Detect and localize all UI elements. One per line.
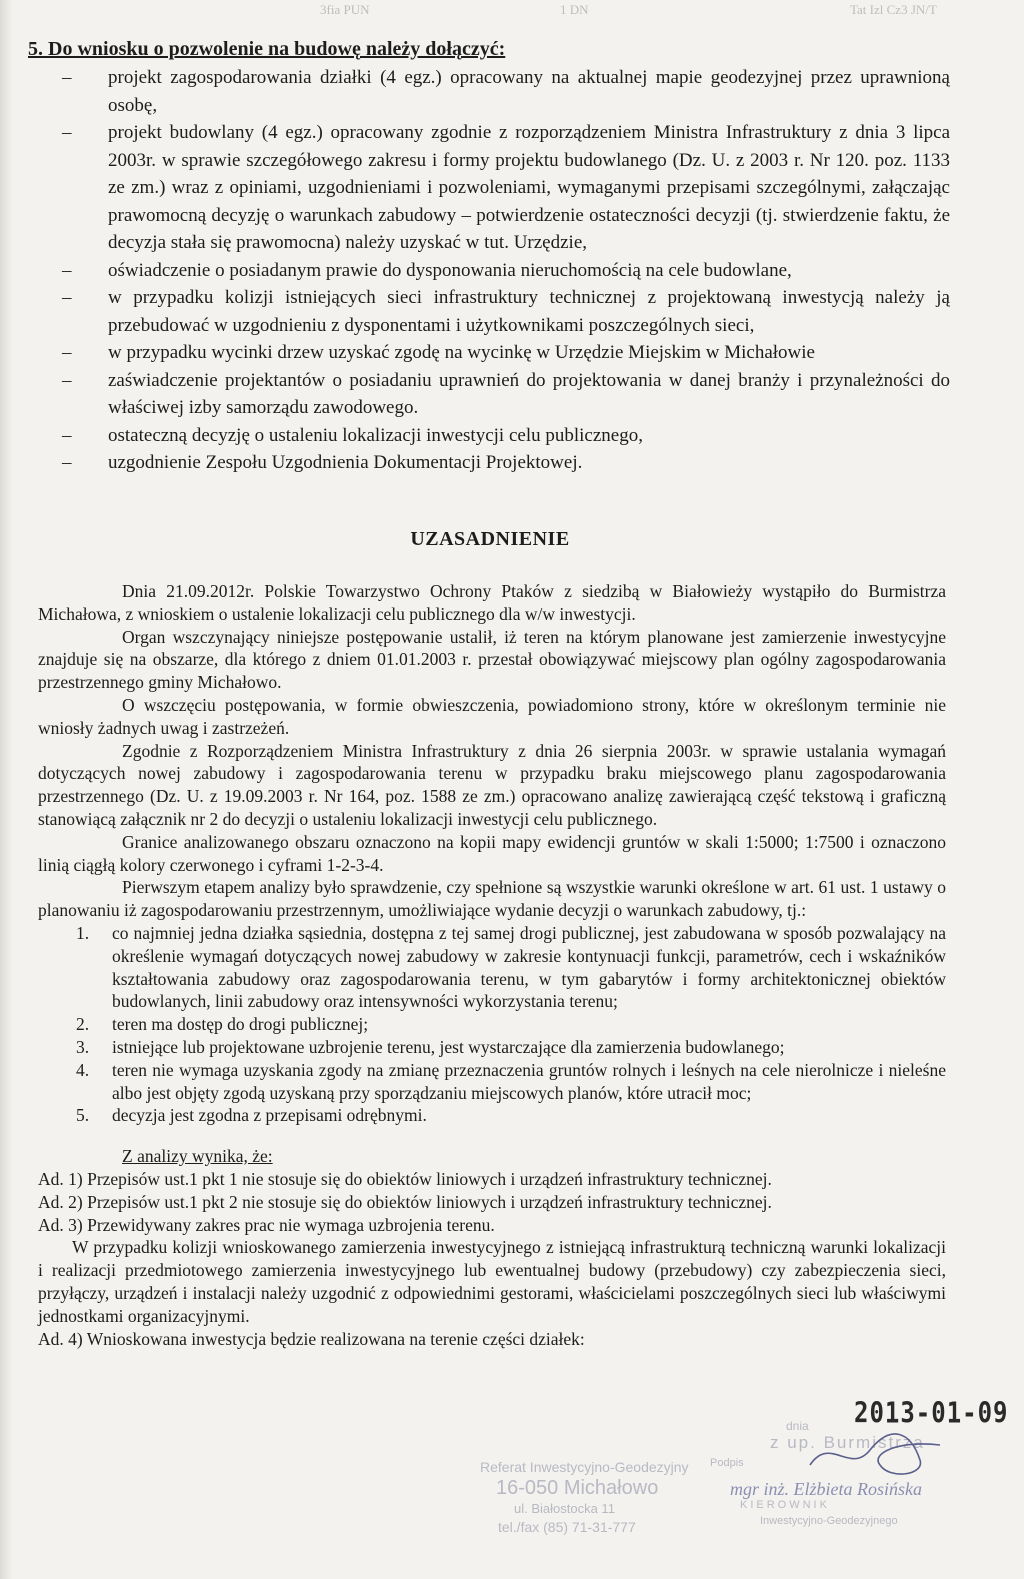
- list-item: – projekt budowlany (4 egz.) opracowany zgodnie z rozporządzeniem Ministra Infrastruktury z dnia 3 lipca 2003r. w sprawie szczegółowego zakresu i formy projektu budowlanego (Dz. U. z 2003 r. Nr 120. poz. 1133 ze zm.) wraz z opiniami, uzgodnieniami i pozwoleniami, wymaganymi przepisami szczególnymi, załączając prawomocną decyzję o warunkach zabudowy – potwierdzenie ostateczności decyzji (tj. stwierdzenie faktu, że decyzja stała się prawomocna) należy uzyskać w tut. Urzędzie,: [62, 122, 950, 253]
- collision-paragraph: W przypadku kolizji wnioskowanego zamierzenia inwestycyjnego z istniejącą infrastrukturą techniczną warunki lokalizacji i realizacji przedmiotowego zamierzenia inwestycyjnego lub ewentualnej budowy (przebudowy) czy zabezpieczenia sieci, przyłączy, urządzeń i instalacji należy uzgodnić z odpowiednimi gestorami, właścicielami poszczególnych sieci lub właściwymi jednostkami organizacyjnymi.: [38, 1237, 946, 1326]
- condition-item: 1. co najmniej jedna działka sąsiednia, dostępna z tej samej drogi publicznej, jest zabudowana w sposób pozwalający na określenie wymagań dotyczących nowej zabudowy w zakresie kontynuacji funkcji, parametrów, cech i wskaźników kształtowania zabudowy oraz zagospodarowania terenu, w tym gabarytów i formy architektonicznej obiektów budowlanych, linii zabudowy oraz intensywności wykorzystania terenu;: [76, 922, 946, 1012]
- justification-body: [38, 580, 946, 1350]
- justification-title: UZASADNIENIE: [410, 528, 570, 550]
- condition-item: 5. decyzja jest zgodna z przepisami odrębnymi.: [76, 1105, 427, 1126]
- paragraph: Pierwszym etapem analizy było sprawdzenie, czy spełnione są wszystkie warunki określone w art. 61 ust. 1 ustawy o planowaniu iż zagospodarowaniu przestrzennym, umożliwiające wydanie decyzji o warunkach zabudowy, tj.:: [38, 877, 946, 921]
- stamp-burmistrz: z up. Burmistrza: [770, 1433, 925, 1452]
- signature-stroke: [810, 1434, 940, 1474]
- analysis-heading: Z analizy wynika, że:: [122, 1146, 273, 1167]
- condition-item: 2. teren ma dostęp do drogi publicznej;: [76, 1014, 369, 1035]
- stamp-dnia: dnia: [786, 1419, 809, 1433]
- signature: [800, 1425, 960, 1485]
- section-5-heading: 5. Do wniosku o pozwolenie na budowę należy dołączyć:: [28, 38, 506, 60]
- list-item: – oświadczenie o posiadanym prawie do dysponowania nieruchomością na cele budowlane,: [62, 259, 792, 281]
- list-item: – projekt zagospodarowania działki (4 egz.) opracowany na aktualnej mapie geodezyjnej przez uprawnioną osobę,: [62, 67, 950, 116]
- office-stamp-line-4: tel./fax (85) 71-31-777: [498, 1519, 636, 1535]
- ad-2: Ad. 2) Przepisów ust.1 pkt 2 nie stosuje się do obiektów liniowych i urządzeń infrastruktury technicznej.: [38, 1191, 772, 1212]
- stamp-area: [440, 1385, 1020, 1575]
- signatory-name: mgr inż. Elżbieta Rosińska: [730, 1479, 922, 1499]
- paragraph: O wszczęciu postępowania, w formie obwieszczenia, powiadomiono strony, które w określonym terminie nie wniosły żadnych uwag i zastrzeżeń.: [38, 694, 946, 738]
- list-item: – uzgodnienie Zespołu Uzgodnienia Dokumentacji Projektowej.: [62, 452, 583, 473]
- condition-item: 3. istniejące lub projektowane uzbrojenie terenu, jest wystarczające dla zamierzenia budowlanego;: [76, 1036, 785, 1057]
- ad-3: Ad. 3) Przewidywany zakres prac nie wymaga uzbrojenia terenu.: [38, 1214, 495, 1235]
- list-item: – zaświadczenie projektantów o posiadaniu uprawnień do projektowania w danej branży i przynależności do właściwej izby samorządu zawodowego.: [62, 369, 950, 418]
- conditions-list: [38, 922, 946, 1127]
- list-item: – ostateczną decyzję o ustaleniu lokalizacji inwestycji celu publicznego,: [62, 424, 643, 446]
- paragraph: Granice analizowanego obszaru oznaczono na kopii mapy ewidencji gruntów w skali 1:5000; 1:7500 i oznaczono linią ciągłą kolory czerwonego i cyframi 1-2-3-4.: [38, 831, 946, 875]
- scan-shadow: [0, 0, 12, 1579]
- ad-1: Ad. 1) Przepisów ust.1 pkt 1 nie stosuje się do obiektów liniowych i urządzeń infrastruktury technicznej.: [38, 1168, 772, 1189]
- stamp-kierownik: KIEROWNIK: [740, 1499, 830, 1511]
- office-stamp-line-1: Referat Inwestycyjno-Geodezyjny: [480, 1459, 689, 1475]
- paragraph: Dnia 21.09.2012r. Polskie Towarzystwo Ochrony Ptaków z siedzibą w Białowieży wystąpiło do Burmistrza Michałowa, z wnioskiem o ustalenie lokalizacji celu publicznego dla w/w inwestycji.: [38, 581, 946, 624]
- attachments-list: [30, 64, 950, 477]
- list-item: – w przypadku kolizji istniejących sieci infrastruktury technicznej z projektowaną inwestycją należy ją przebudować w uzgodnieniu z dysponentami i użytkownikami poszczególnych sieci,: [62, 287, 950, 336]
- date-stamp: 2013-01-09: [854, 1396, 1009, 1430]
- stamp-podpis: Podpis: [710, 1457, 744, 1469]
- paragraph: Zgodnie z Rozporządzeniem Ministra Infrastruktury z dnia 26 sierpnia 2003r. w sprawie ustalania wymagań dotyczących nowej zabudowy i zagospodarowania terenu w przypadku braku miejscowego planu zagospodarowania przestrzennego (Dz. U. z 19.09.2003 r. Nr 164, poz. 1588 ze zm.) opracowano analizę zawierającą część tekstową i graficzną stanowiącą załącznik nr 2 do decyzji o ustaleniu lokalizacji inwestycji celu publicznego.: [38, 740, 946, 829]
- list-item: – w przypadku wycinki drzew uzyskać zgodę na wycinkę w Urzędzie Miejskim w Michałowie: [62, 342, 815, 363]
- condition-item: 4. teren nie wymaga uzyskania zgody na zmianę przeznaczenia gruntów rolnych i leśnych na cele nierolnicze i nieleśne albo jest objęty zgodą uzyskaną przy sporządzaniu miejscowych planów, które utracił moc;: [76, 1059, 946, 1103]
- bleed-through-text: Tat Izl Cz3 JN/T 3fia PUN 1 DN: [320, 2, 937, 17]
- stamp-referat: Inwestycyjno-Geodezyjnego: [760, 1515, 898, 1527]
- office-stamp-line-3: ul. Białostocka 11: [514, 1501, 615, 1516]
- paragraph: Organ wszczynający niniejsze postępowanie ustalił, iż teren na którym planowane jest zamierzenie inwestycyjne znajduje się na obszarze, dla którego z dniem 01.01.2003 r. przestał obowiązywać miejscowy plan ogólny zagospodarowania przestrzennego gminy Michałowo.: [38, 626, 946, 693]
- ad-4: Ad. 4) Wnioskowana inwestycja będzie realizowana na terenie części działek:: [38, 1328, 585, 1349]
- office-stamp-line-2: 16-050 Michałowo: [496, 1477, 659, 1499]
